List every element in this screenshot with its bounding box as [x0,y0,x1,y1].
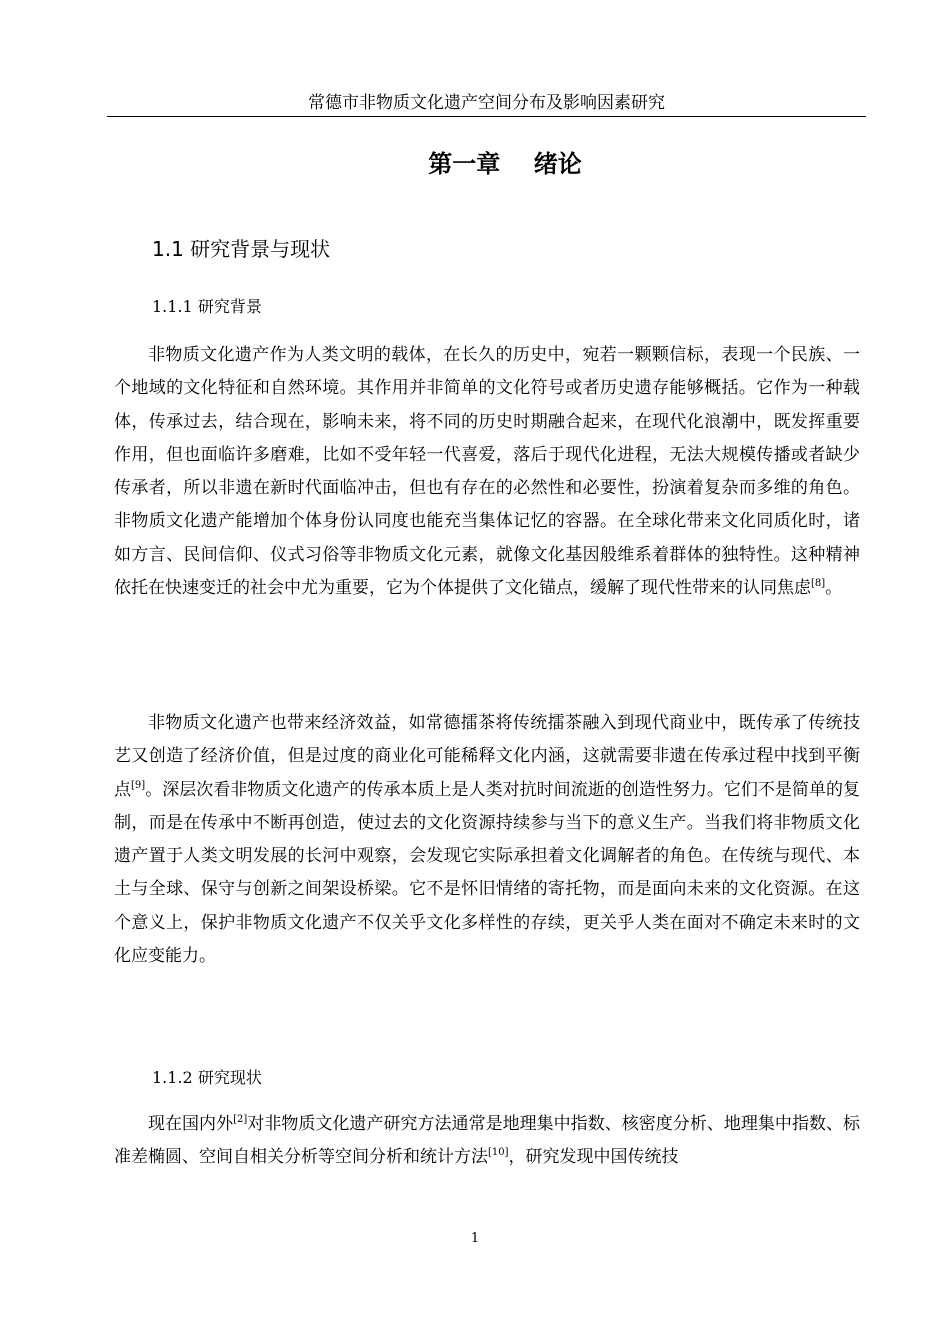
citation-marker: [10] [488,1147,509,1159]
subsection-number: 1.1.2 [152,1068,193,1087]
paragraph-text: 现在国内外 [148,1114,234,1134]
section-title: 研究背景与现状 [190,237,331,261]
citation-marker: [9] [131,779,146,791]
subsection-number: 1.1.1 [152,297,193,316]
subsection-title: 研究背景 [197,297,262,316]
section-heading [152,236,330,262]
paragraph-text: 对非物质文化遗产研究方法通常是地理集中指数、核密度分析、地理集中指数、标准差椭圆、空间自相关分析等空间分析和统计方法 [114,1114,861,1168]
page-number: 1 [470,1231,480,1246]
subsection-heading [152,296,262,318]
paragraph-background-2 [114,707,860,973]
citation-marker: [2] [233,1114,248,1125]
citation-marker: [8] [811,578,826,590]
paragraph-background-1 [114,339,860,605]
chapter-title: 第一章 绪论 [428,150,582,178]
subsection-title: 研究现状 [197,1068,262,1087]
paragraph-status-1 [114,1108,860,1175]
subsection-heading [152,1067,262,1089]
paragraph-text: 。深层次看非物质文化遗产的传承本质上是人类对抗时间流逝的创造性努力。它们不是简单的复制，而是在传承中不断再创造，使过去的文化资源持续参与当下的意义生产。当我们将非物质文化遗产置于人类文明发展的长河中观察，会发现它实际承担着文化调解者的角色。在传统与现代、本土与全球、保守与创新之间架设桥梁。它不是怀旧情绪的寄托物，而是面向未来的文化资源。在这个意义上，保护非物质文化遗产不仅关乎文化多样性的存续，更关乎人类在面对不确定未来时的文化应变能力。 [114,779,861,967]
running-header: 常德市非物质文化遗产空间分布及影响因素研究 [308,93,665,113]
paragraph-text: ，研究发现中国传统技 [508,1147,679,1168]
paragraph-text: 非物质文化遗产也带来经济效益，如常德擂茶将传统擂茶融入到现代商业中，既传承了传统技艺又创造了经济价值，但是过度的商业化可能稀释文化内涵，这就需要非遗在传承过程中找到平衡点 [114,713,860,800]
section-number: 1.1 [152,237,184,261]
header-rule [107,116,866,117]
paragraph-text-end: 。 [825,578,843,599]
paragraph-text: 非物质文化遗产作为人类文明的载体，在长久的历史中，宛若一颗颗信标，表现一个民族、一个地域的文化特征和自然环境。其作用并非简单的文化符号或者历史遗存能够概括。它作为一种载体，传承过去，结合现在，影响未来，将不同的历史时期融合起来，在现代化浪潮中，既发挥重要作用，但也面临许多磨难，比如不受年轻一代喜爱，落后于现代化进程，无法大规模传播或者缺少传承者，所以非遗在新时代面临冲击，但也有存在的必然性和必要性，扮演着复杂而多维的角色。非物质文化遗产能增加个体身份认同度也能充当集体记忆的容器。在全球化带来文化同质化时，诸如方言、民间信仰、仪式习俗等非物质文化元素，就像文化基因般维系着群体的独特性。这种精神依托在快速变迁的社会中尤为重要，它为个体提供了文化锚点，缓解了现代性带来的认同焦虑 [114,345,860,599]
